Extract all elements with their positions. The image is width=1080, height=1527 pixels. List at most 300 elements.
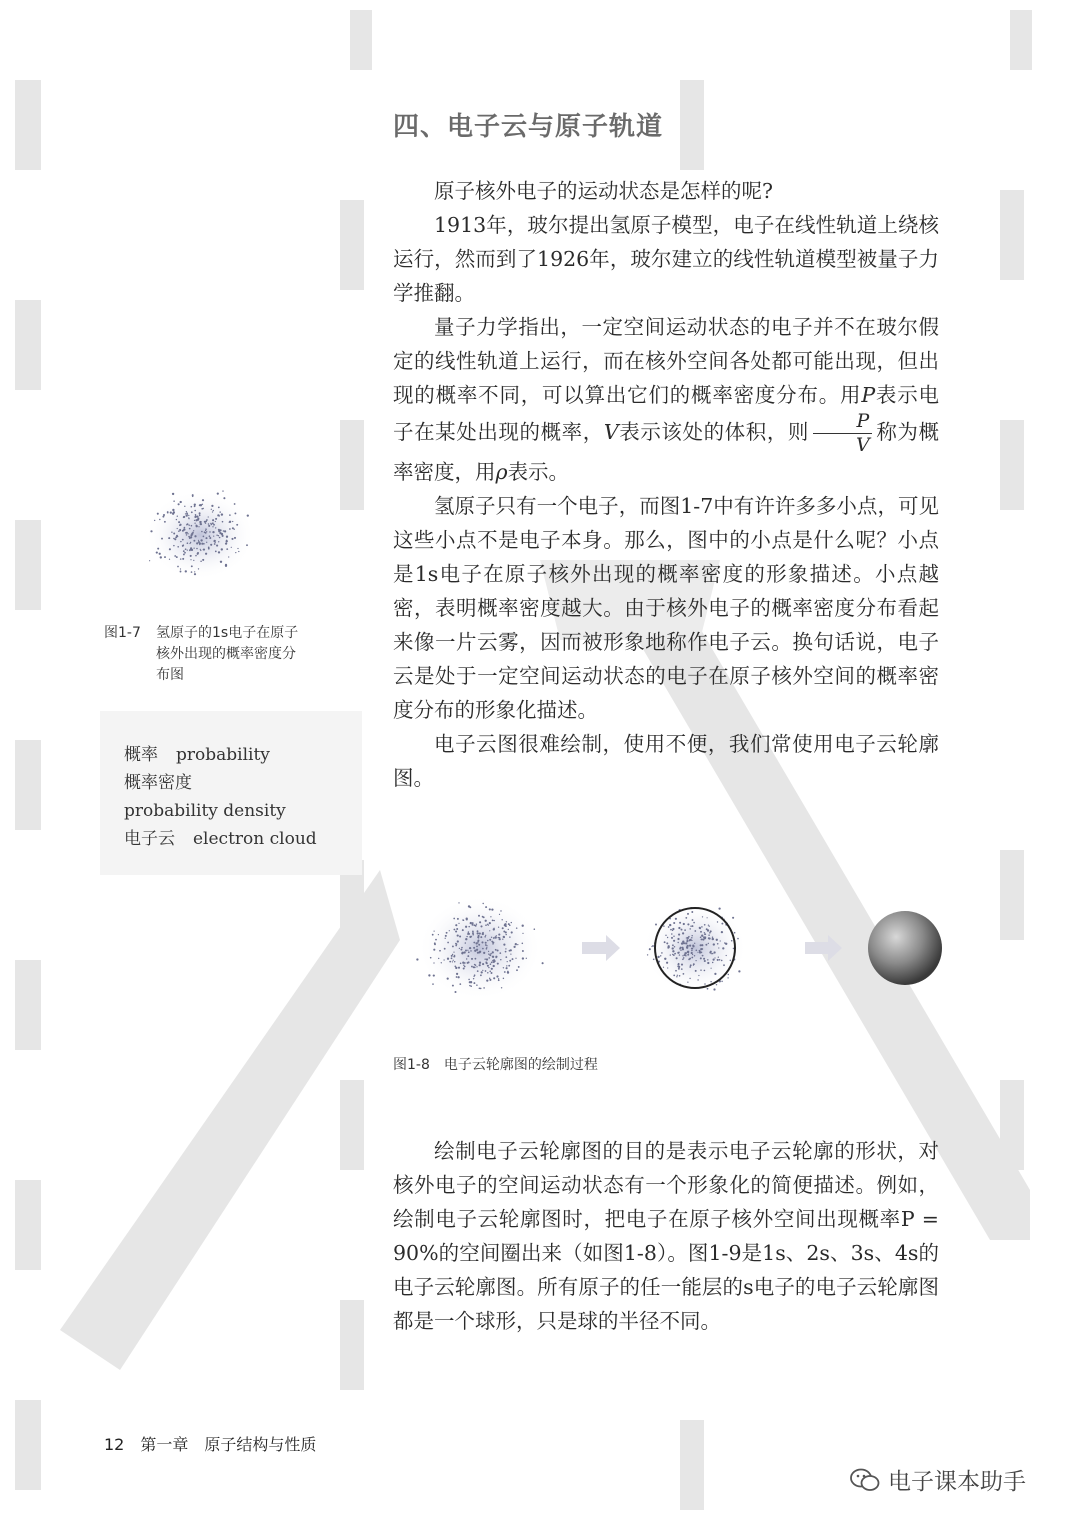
probability-dot [185, 570, 187, 572]
probability-dot [686, 946, 688, 948]
probability-dot [200, 550, 201, 551]
probability-dot [438, 958, 439, 959]
paragraph-3-part-a: 量子力学指出，一定空间运动状态的电子并不在玻尔假定的线性轨道上运行，而在核外空间各处都可能出现，但出现的概率不同，可以算出它们的概率密度分布。用 [393, 315, 939, 407]
probability-dot [497, 963, 499, 965]
probability-dot [449, 961, 451, 963]
probability-dot [452, 961, 453, 962]
probability-dot [235, 552, 236, 553]
probability-dot [173, 500, 175, 502]
probability-dot [708, 924, 709, 925]
probability-dot [647, 954, 648, 955]
probability-dot [476, 924, 477, 925]
probability-dot [468, 926, 470, 928]
probability-dot [444, 948, 446, 950]
probability-dot [177, 546, 179, 548]
probability-dot [185, 548, 187, 550]
tail-text [393, 1134, 939, 1338]
probability-dot [498, 934, 500, 936]
probability-dot [508, 923, 510, 925]
probability-dot [717, 959, 719, 961]
probability-dot [721, 960, 723, 962]
probability-dot [180, 568, 181, 569]
probability-dot [488, 967, 489, 968]
probability-dot [485, 924, 487, 926]
probability-dot [482, 963, 484, 965]
probability-dot [456, 928, 458, 930]
probability-dot [661, 952, 663, 954]
probability-dot [710, 930, 712, 932]
probability-dot [694, 943, 695, 944]
probability-dot [173, 545, 175, 547]
probability-dot [708, 937, 710, 939]
probability-dot [673, 940, 675, 942]
wechat-icon [850, 1467, 880, 1493]
probability-dot [687, 954, 689, 956]
probability-dot [169, 559, 170, 560]
probability-dot [672, 928, 674, 930]
probability-dot [178, 530, 180, 532]
glossary-term-1 [124, 741, 362, 769]
probability-dot [700, 931, 702, 933]
probability-dot [467, 933, 469, 935]
probability-dot [213, 535, 214, 536]
probability-dot [159, 519, 160, 520]
probability-dot [184, 552, 186, 554]
probability-dot [701, 926, 703, 928]
probability-dot [191, 571, 193, 573]
probability-dot [193, 530, 194, 531]
probability-dot [218, 507, 220, 509]
wechat-account-name: 电子课本助手 [888, 1469, 1026, 1495]
probability-dot [668, 926, 670, 928]
probability-dot [471, 924, 473, 926]
probability-dot [491, 941, 493, 943]
probability-dot [433, 975, 435, 977]
probability-dot [229, 528, 231, 530]
probability-dot [731, 940, 733, 942]
fraction-numerator: P [813, 412, 872, 434]
probability-dot [484, 936, 486, 938]
figure-1-8-label: 图1-8 [393, 1057, 430, 1073]
probability-dot [701, 935, 703, 937]
probability-dot [505, 951, 507, 953]
probability-dot [208, 516, 209, 517]
probability-dot [195, 555, 197, 557]
probability-dot [489, 954, 491, 956]
probability-dot [157, 513, 159, 515]
probability-dot [200, 504, 202, 506]
probability-dot [509, 960, 511, 962]
probability-dot [459, 935, 461, 937]
probability-dot [192, 496, 194, 498]
probability-dot [673, 922, 675, 924]
probability-dot [453, 951, 454, 952]
probability-dot [693, 963, 695, 965]
probability-dot [679, 922, 681, 924]
probability-dot [491, 962, 493, 964]
probability-dot [463, 951, 465, 953]
probability-dot [677, 975, 678, 976]
probability-dot [463, 919, 465, 921]
probability-dot [677, 938, 679, 940]
arrow-2 [805, 935, 842, 961]
probability-dot [203, 536, 205, 538]
probability-dot [488, 953, 490, 955]
probability-dot [185, 513, 186, 514]
probability-dot [208, 525, 210, 527]
probability-dot [200, 560, 202, 562]
probability-dot [455, 930, 457, 932]
probability-dot [199, 542, 201, 544]
probability-dot [660, 955, 661, 956]
probability-dot [691, 940, 692, 941]
probability-dot [162, 516, 164, 518]
probability-dot [219, 511, 220, 512]
probability-dot [202, 559, 204, 561]
probability-dot [184, 527, 186, 529]
probability-dot [496, 975, 498, 977]
probability-dot [190, 536, 192, 538]
probability-dot [488, 924, 489, 925]
probability-dot [189, 528, 191, 530]
probability-dot [713, 943, 715, 945]
probability-dot [502, 939, 503, 940]
probability-dot [512, 958, 514, 960]
probability-dot [718, 957, 719, 958]
probability-dot [707, 929, 709, 931]
probability-dot [505, 956, 507, 958]
probability-dot [234, 512, 236, 514]
probability-dot [483, 952, 485, 954]
probability-dot [697, 952, 698, 953]
probability-dot [655, 924, 657, 926]
probability-dot [507, 961, 508, 962]
probability-dot [719, 959, 721, 961]
probability-dot [489, 971, 491, 973]
probability-dot [522, 933, 523, 934]
probability-dot [664, 958, 666, 960]
probability-dot [713, 959, 715, 961]
figure-1-7-text: 氢原子的1s电子在原子核外出现的概率密度分布图 [156, 625, 299, 683]
probability-dot [224, 530, 226, 532]
probability-dot [212, 511, 213, 512]
probability-dot [479, 921, 481, 923]
probability-dot [689, 978, 690, 979]
probability-dot [704, 983, 706, 985]
probability-dot [711, 953, 712, 954]
probability-dot [689, 928, 691, 930]
probability-dot [497, 949, 499, 951]
probability-dot [702, 938, 704, 940]
probability-dot [154, 520, 155, 521]
probability-dot [471, 966, 473, 968]
probability-dot [416, 958, 418, 960]
probability-dot [209, 537, 211, 539]
probability-dot [232, 521, 233, 522]
probability-dot [495, 949, 497, 951]
probability-dot [692, 919, 694, 921]
probability-dot [186, 532, 188, 534]
probability-dot [205, 529, 206, 530]
probability-dot [667, 937, 668, 938]
probability-dot [721, 931, 723, 933]
probability-dot [473, 982, 475, 984]
probability-dot [471, 958, 473, 960]
probability-dot [685, 942, 687, 944]
probability-dot [678, 927, 680, 929]
probability-dot [704, 960, 706, 962]
probability-dot [477, 936, 479, 938]
probability-dot [670, 929, 672, 931]
probability-dot [717, 943, 719, 945]
probability-dot [171, 531, 172, 532]
probability-dot [454, 961, 455, 962]
probability-dot [716, 939, 718, 941]
probability-dot [738, 970, 740, 972]
probability-dot [188, 536, 190, 538]
probability-dot [461, 952, 463, 954]
probability-dot [164, 556, 166, 558]
cloud-left [418, 896, 542, 1000]
probability-dot [470, 950, 472, 952]
probability-dot [685, 917, 687, 919]
probability-dot [687, 937, 689, 939]
probability-dot [183, 550, 185, 552]
probability-dot [691, 957, 693, 959]
probability-dot [197, 552, 199, 554]
probability-dot [703, 936, 705, 938]
probability-dot [477, 970, 479, 972]
probability-dot [213, 510, 214, 511]
probability-dot [208, 547, 210, 549]
probability-dot [511, 922, 512, 923]
probability-dot [499, 952, 501, 954]
probability-dot [167, 511, 169, 513]
probability-dot [691, 950, 692, 951]
probability-dot [712, 936, 713, 937]
probability-dot [238, 551, 239, 552]
probability-dot [498, 979, 500, 981]
term-en: probability density [124, 801, 286, 821]
probability-dot [176, 519, 177, 520]
probability-dot [465, 926, 467, 928]
probability-dot [432, 983, 434, 985]
probability-dot [496, 935, 497, 936]
probability-dot [222, 521, 224, 523]
probability-dot [460, 963, 462, 965]
term-zh: 电子云 [124, 829, 175, 849]
probability-dot [157, 548, 159, 550]
probability-dot [526, 958, 527, 959]
probability-dot [233, 528, 234, 529]
probability-dot [732, 917, 734, 919]
probability-dot [482, 970, 483, 971]
probability-dot [160, 556, 162, 558]
probability-dot [727, 977, 728, 978]
probability-dot [459, 983, 461, 985]
probability-dot [482, 916, 484, 918]
probability-dot [209, 535, 211, 537]
probability-dot [475, 942, 477, 944]
probability-dot [510, 949, 512, 951]
probability-dot [446, 932, 448, 934]
probability-dot [176, 556, 178, 558]
probability-dot [456, 976, 458, 978]
probability-dot [518, 966, 520, 968]
probability-dot [438, 934, 439, 935]
probability-dot [219, 537, 221, 539]
probability-dot [236, 524, 238, 526]
probability-dot [457, 918, 459, 920]
probability-dot [211, 509, 212, 510]
probability-dot [704, 970, 706, 972]
probability-dot [690, 964, 692, 966]
probability-dot [457, 976, 459, 978]
probability-dot [187, 523, 189, 525]
probability-dot [511, 931, 513, 933]
probability-dot [485, 920, 487, 922]
probability-dot [190, 559, 191, 560]
probability-dot [470, 981, 472, 983]
probability-dot [675, 918, 677, 920]
probability-dot [202, 504, 203, 505]
probability-dot [707, 959, 708, 960]
paragraph-2: 1913年，玻尔提出氢原子模型，电子在线性轨道上绕核运行，然而到了1926年，玻尔建立的线性轨道模型被量子力学推翻。 [393, 213, 939, 305]
probability-dot [212, 531, 214, 533]
probability-dot [516, 969, 518, 971]
probability-dot [694, 930, 696, 932]
probability-dot [691, 948, 693, 950]
probability-dot [481, 971, 483, 973]
probability-dot [505, 934, 506, 935]
probability-dot [174, 555, 176, 557]
probability-dot [468, 951, 470, 953]
paragraph-6: 绘制电子云轮廓图的目的是表示电子云轮廓的形状，对核外电子的空间运动状态有一个形象化的简便描述。例如，绘制电子云轮廓图时，把电子在原子核外空间出现概率P = 90%的空间圈出来（如图1-8）。图1-9是1s、2s、3s、4s的电子云轮廓图。所有原子的任一能层的s电子的电子云轮廓图都是一个球形，只是球的半径不同。 [393, 1139, 939, 1333]
glossary-box [100, 711, 362, 875]
probability-dot [187, 549, 188, 550]
probability-dot [691, 937, 693, 939]
probability-dot [210, 544, 212, 546]
probability-dot [196, 548, 198, 550]
probability-dot [161, 538, 163, 540]
probability-dot [699, 950, 701, 952]
probability-dot [172, 493, 174, 495]
probability-dot [682, 932, 684, 934]
probability-dot [209, 531, 210, 532]
probability-dot [699, 927, 701, 929]
probability-dot [195, 515, 197, 517]
probability-dot [433, 962, 434, 963]
probability-dot [173, 533, 175, 535]
probability-dot [466, 958, 467, 959]
probability-dot [456, 973, 458, 975]
probability-dot [490, 916, 491, 917]
probability-dot [534, 928, 536, 930]
probability-dot [486, 958, 488, 960]
probability-dot [193, 560, 194, 561]
probability-dot [222, 490, 223, 491]
probability-dot [469, 985, 470, 986]
probability-dot [681, 929, 683, 931]
probability-dot [198, 526, 199, 527]
probability-dot [681, 942, 683, 944]
probability-dot [183, 553, 185, 555]
probability-dot [191, 506, 193, 508]
probability-dot [180, 541, 181, 542]
probability-dot [199, 512, 201, 514]
probability-dot [237, 548, 238, 549]
probability-dot [195, 519, 197, 521]
probability-dot [695, 960, 696, 961]
probability-dot [186, 534, 188, 536]
probability-dot [434, 942, 436, 944]
probability-dot [482, 903, 483, 904]
probability-dot [189, 518, 190, 519]
probability-dot [672, 954, 673, 955]
probability-dot [479, 951, 481, 953]
probability-dot [178, 503, 180, 505]
page-footer [104, 1432, 332, 1455]
probability-dot [194, 571, 195, 572]
probability-dot [182, 539, 184, 541]
probability-dot [724, 942, 726, 944]
probability-dot [457, 935, 458, 936]
probability-dot [667, 947, 669, 949]
probability-dot [191, 565, 193, 567]
probability-dot [467, 961, 469, 963]
probability-dot [463, 967, 465, 969]
probability-dot [505, 948, 506, 949]
probability-dot [453, 918, 455, 920]
probability-dot [712, 962, 713, 963]
probability-dot [211, 505, 213, 507]
probability-dot [692, 925, 694, 927]
probability-dot [195, 514, 197, 516]
probability-dot [499, 938, 501, 940]
probability-dot [542, 962, 544, 964]
figure-1-7-electron-cloud [130, 480, 270, 590]
probability-dot [194, 503, 196, 505]
probability-dot [458, 967, 460, 969]
probability-dot [721, 923, 723, 925]
probability-dot [475, 958, 477, 960]
probability-dot [206, 519, 208, 521]
probability-dot [477, 952, 479, 954]
probability-dot [734, 932, 736, 934]
probability-dot [698, 975, 699, 976]
paragraph-3-part-d: 称为概率密度，用 [393, 420, 940, 484]
probability-dot [674, 946, 676, 948]
probability-dot [677, 966, 678, 967]
probability-dot [689, 958, 691, 960]
probability-dot [522, 957, 524, 959]
probability-dot [205, 537, 207, 539]
probability-dot [156, 552, 158, 554]
probability-dot [211, 524, 213, 526]
probability-dot [678, 952, 679, 953]
probability-dot [445, 935, 447, 937]
probability-dot [493, 965, 495, 967]
probability-dot [495, 936, 497, 938]
probability-dot [513, 946, 515, 948]
probability-dot [489, 908, 491, 910]
probability-dot [710, 981, 711, 982]
probability-dot [217, 514, 219, 516]
probability-dot [177, 566, 179, 568]
paragraph-3-part-e: 表示。 [507, 460, 570, 484]
probability-dot [428, 974, 430, 976]
probability-dot [718, 947, 719, 948]
